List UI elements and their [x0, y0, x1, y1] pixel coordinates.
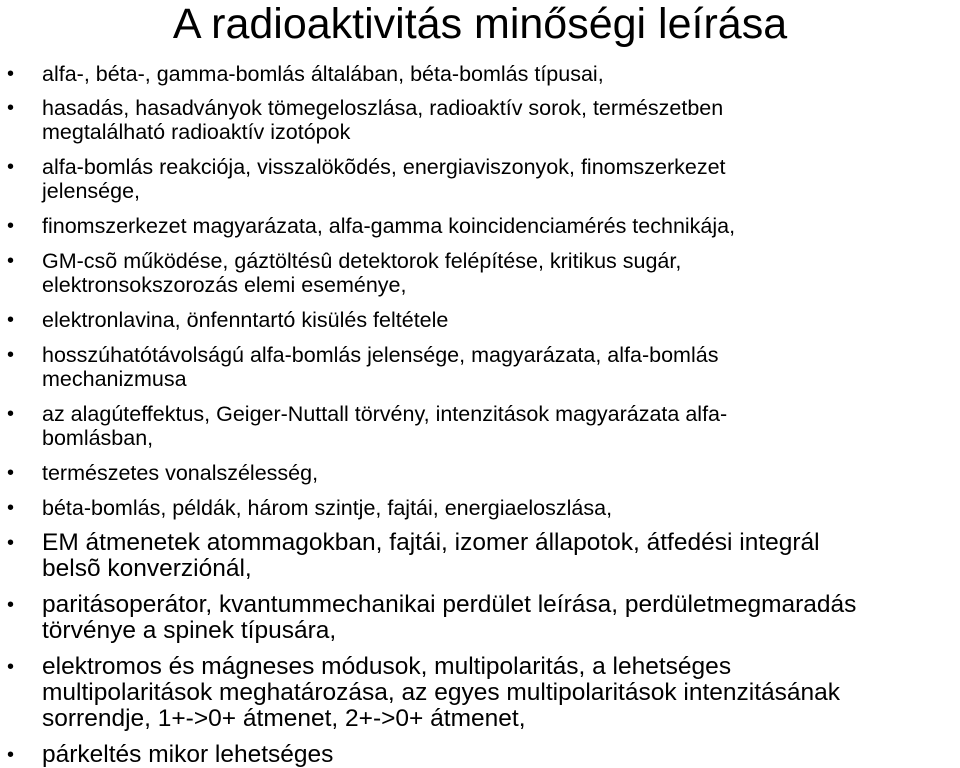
bullet-dot-icon: •: [7, 403, 15, 425]
bullet-dot-icon: •: [7, 156, 15, 178]
bullet-dot-icon: •: [7, 497, 15, 519]
bullet-dot-icon: •: [7, 250, 15, 272]
bullet-item: [0, 496, 960, 520]
bullet-line: hosszúhatótávolságú alfa-bomlás jelensége, magyarázata, alfa-bomlás: [42, 343, 719, 367]
bullet-line: az alagúteffektus, Geiger-Nuttall törvény, intenzitások magyarázata alfa-: [42, 402, 728, 426]
bullet-dot-icon: •: [7, 594, 15, 616]
bullet-line: sorrendje, 1+->0+ átmenet, 2+->0+ átmenet,: [42, 705, 526, 732]
bullet-item: [0, 592, 960, 644]
bullet-dot-icon: •: [7, 656, 15, 678]
bullet-item: [0, 654, 960, 732]
bullet-line: béta-bomlás, példák, három szintje, fajtái, energiaeloszlása,: [42, 496, 613, 520]
bullet-item: [0, 461, 960, 485]
bullet-line: EM átmenetek atommagokban, fajtái, izomer állapotok, átfedési integrál: [42, 529, 820, 556]
bullet-line: mechanizmusa: [42, 367, 187, 391]
bullet-dot-icon: •: [7, 309, 15, 331]
bullet-item: [0, 155, 960, 203]
bullet-line: bomlásban,: [42, 426, 154, 450]
bullet-dot-icon: •: [7, 344, 15, 366]
bullet-item: [0, 214, 960, 238]
bullet-item: [0, 343, 960, 391]
bullet-item: [0, 402, 960, 450]
bullet-line: belsõ konverziónál,: [42, 555, 252, 582]
bullet-dot-icon: •: [7, 532, 15, 554]
bullet-dot-icon: •: [7, 215, 15, 237]
bullet-line: alfa-bomlás reakciója, visszalökõdés, energiaviszonyok, finomszerkezet: [42, 155, 726, 179]
bullet-line: párkeltés mikor lehetséges: [42, 741, 334, 768]
bullet-line: elektronsokszorozás elemi eseménye,: [42, 273, 407, 297]
bullet-item: [0, 62, 960, 86]
bullet-dot-icon: •: [7, 462, 15, 484]
bullet-line: paritásoperátor, kvantummechanikai perdület leírása, perdületmegmaradás: [42, 591, 857, 618]
bullet-line: GM-csõ működése, gáztöltésû detektorok felépítése, kritikus sugár,: [42, 249, 682, 273]
bullet-dot-icon: •: [7, 97, 15, 119]
bullet-item: [0, 742, 960, 768]
bullet-line: hasadás, hasadványok tömegeloszlása, radioaktív sorok, természetben: [42, 96, 724, 120]
bullet-line: multipolaritások meghatározása, az egyes multipolaritások intenzitásának: [42, 679, 841, 706]
bullet-line: törvénye a spinek típusára,: [42, 617, 337, 644]
bullet-line: finomszerkezet magyarázata, alfa-gamma koincidenciamérés technikája,: [42, 214, 736, 238]
bullet-line: jelensége,: [42, 179, 141, 203]
bullet-dot-icon: •: [7, 744, 15, 766]
bullet-line: megtalálható radioaktív izotópok: [42, 120, 351, 144]
slide-title: A radioaktivitás minőségi leírása: [172, 0, 788, 48]
bullet-item: [0, 96, 960, 144]
bullet-item: [0, 249, 960, 297]
bullet-dot-icon: •: [7, 63, 15, 85]
bullet-line: elektronlavina, önfenntartó kisülés feltétele: [42, 308, 449, 332]
bullet-list: [0, 62, 960, 768]
bullet-item: [0, 308, 960, 332]
bullet-line: alfa-, béta-, gamma-bomlás általában, béta-bomlás típusai,: [42, 62, 604, 86]
bullet-item: [0, 530, 960, 582]
bullet-line: elektromos és mágneses módusok, multipolaritás, a lehetséges: [42, 653, 732, 680]
bullet-line: természetes vonalszélesség,: [42, 461, 319, 485]
